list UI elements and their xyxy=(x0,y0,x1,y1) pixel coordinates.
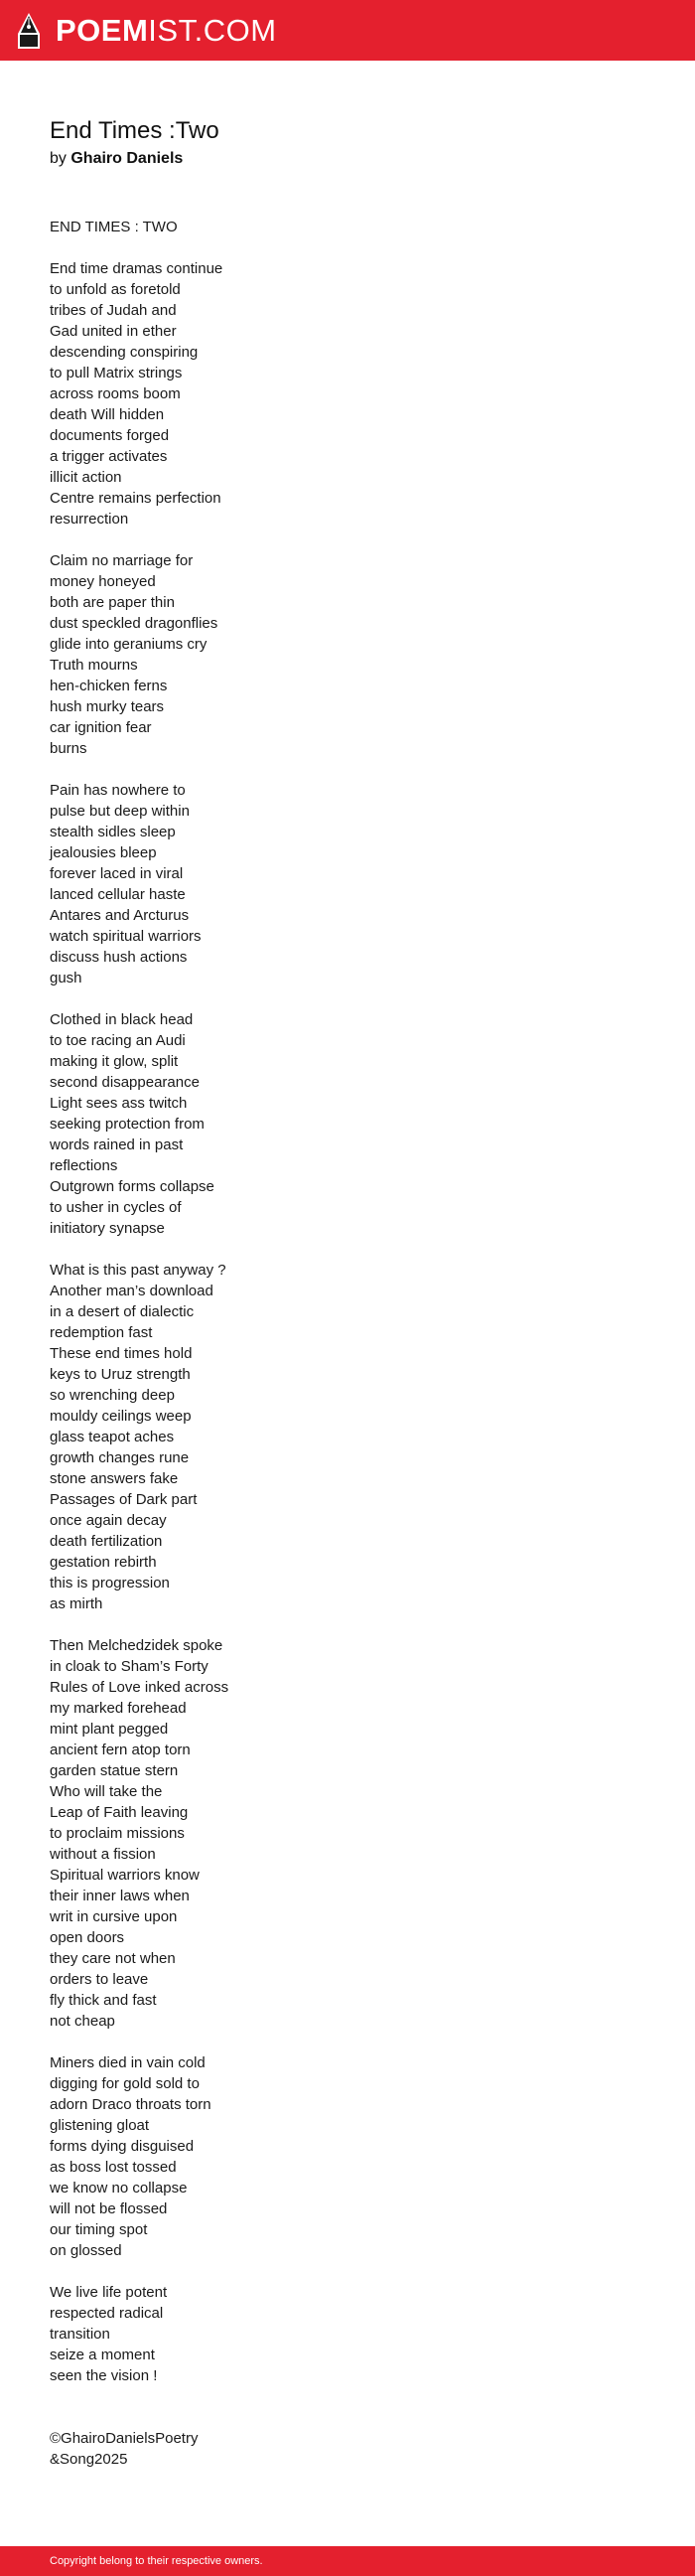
poem-line: keys to Uruz strength xyxy=(50,1366,191,1383)
poem-line: my marked forehead xyxy=(50,1700,187,1717)
poem-line: tribes of Judah and xyxy=(50,302,177,319)
poem-line: forever laced in viral xyxy=(50,865,184,882)
poem-line: Then Melchedzidek spoke xyxy=(50,1637,223,1654)
poem-line: not cheap xyxy=(50,2013,115,2030)
poem-line: Truth mourns xyxy=(50,657,138,674)
poem-line: stone answers fake xyxy=(50,1470,179,1487)
poem-body xyxy=(50,217,645,2470)
stanza-break xyxy=(50,2386,645,2407)
poem-line: to unfold as foretold xyxy=(50,281,181,298)
poem-line: mint plant pegged xyxy=(50,1721,169,1738)
poem-line: hush murky tears xyxy=(50,698,165,715)
stanza-break xyxy=(50,988,645,1009)
poem-line: respected radical xyxy=(50,2305,164,2322)
poem-line: These end times hold xyxy=(50,1345,193,1362)
poem-line: Gad united in ether xyxy=(50,323,177,340)
poem-line: our timing spot xyxy=(50,2221,148,2238)
poem-line: seeking protection from xyxy=(50,1116,205,1133)
poem-line: Miners died in vain cold xyxy=(50,2054,206,2071)
poem-line: to pull Matrix strings xyxy=(50,365,183,381)
poem-line: We live life potent xyxy=(50,2284,168,2301)
poem-line: words rained in past xyxy=(50,1136,184,1153)
poem-line: glide into geraniums cry xyxy=(50,636,208,653)
poem-line: fly thick and fast xyxy=(50,1992,157,2009)
poem-line: transition xyxy=(50,2326,110,2343)
poem-line: mouldy ceilings weep xyxy=(50,1408,192,1425)
byline-label: by xyxy=(50,150,67,167)
poem-line: stealth sidles sleep xyxy=(50,824,176,840)
poem-line: adorn Draco throats torn xyxy=(50,2096,211,2113)
poem-line: Claim no marriage for xyxy=(50,552,194,569)
poem-line: What is this past anyway ? xyxy=(50,1262,226,1279)
poem-line: pulse but deep within xyxy=(50,803,190,820)
stanza-break xyxy=(50,1614,645,1635)
poem-line: jealousies bleep xyxy=(50,844,157,861)
poem-line: death fertilization xyxy=(50,1533,163,1550)
poemist-logo[interactable] xyxy=(16,12,277,50)
poem-line: burns xyxy=(50,740,87,757)
logo-wordmark xyxy=(56,15,277,46)
poem-line: glass teapot aches xyxy=(50,1429,175,1445)
poem-line: &Song2025 xyxy=(50,2451,128,2468)
poem-line: this is progression xyxy=(50,1575,170,1591)
poem-line: to toe racing an Audi xyxy=(50,1032,186,1049)
poem-line: Clothed in black head xyxy=(50,1011,194,1028)
poem-line: glistening gloat xyxy=(50,2117,150,2134)
poem-line: in a desert of dialectic xyxy=(50,1303,195,1320)
poem-line: in cloak to Sham’s Forty xyxy=(50,1658,208,1675)
stanza-break xyxy=(50,237,645,258)
poem-line: seize a moment xyxy=(50,2347,155,2363)
logo-wordmark-light: IST.COM xyxy=(148,13,277,48)
author-name[interactable]: Ghairo Daniels xyxy=(70,150,184,167)
poem-line: Centre remains perfection xyxy=(50,490,221,507)
stanza-break xyxy=(50,2261,645,2282)
site-header xyxy=(0,0,695,61)
poem-line: Light sees ass twitch xyxy=(50,1095,188,1112)
poem-line: END TIMES : TWO xyxy=(50,219,178,235)
poem-line: money honeyed xyxy=(50,573,156,590)
poem-line: Another man’s download xyxy=(50,1283,213,1299)
copyright-notice: Copyright belong to their respective owners. xyxy=(50,2555,263,2567)
poem-line: open doors xyxy=(50,1929,125,1946)
poem-line: End time dramas continue xyxy=(50,260,223,277)
poem-line: growth changes rune xyxy=(50,1449,190,1466)
poem-line: car ignition fear xyxy=(50,719,152,736)
poem-line: initiatory synapse xyxy=(50,1220,165,1237)
poem-line: watch spiritual warriors xyxy=(50,928,202,945)
poem-line: Antares and Arcturus xyxy=(50,907,190,924)
poem-line: both are paper thin xyxy=(50,594,175,611)
poem-line: orders to leave xyxy=(50,1971,149,1988)
poem-line: reflections xyxy=(50,1157,118,1174)
stanza-break xyxy=(50,1239,645,1260)
stanza-break xyxy=(50,2407,645,2428)
poem-line: forms dying disguised xyxy=(50,2138,195,2155)
poem-line: hen-chicken ferns xyxy=(50,678,168,694)
poem-line: a trigger activates xyxy=(50,448,168,465)
byline xyxy=(50,149,645,169)
poem-line: second disappearance xyxy=(50,1074,200,1091)
stanza-break xyxy=(50,2032,645,2052)
poem-line: resurrection xyxy=(50,511,129,528)
poem-line: writ in cursive upon xyxy=(50,1908,178,1925)
poem-line: once again decay xyxy=(50,1512,167,1529)
poem-line: on glossed xyxy=(50,2242,122,2259)
poem-line: Who will take the xyxy=(50,1783,163,1800)
poem-line: Leap of Faith leaving xyxy=(50,1804,189,1821)
poem-line: gush xyxy=(50,970,82,986)
poem-line: across rooms boom xyxy=(50,385,181,402)
poem-line: as mirth xyxy=(50,1595,103,1612)
poem-line: so wrenching deep xyxy=(50,1387,175,1404)
poem-line: gestation rebirth xyxy=(50,1554,157,1571)
poem-line: to usher in cycles of xyxy=(50,1199,182,1216)
poem-line: redemption fast xyxy=(50,1324,153,1341)
poem-line: they care not when xyxy=(50,1950,176,1967)
poem-line: we know no collapse xyxy=(50,2180,188,2197)
logo-wordmark-bold: POEM xyxy=(56,13,149,48)
poem-line: death Will hidden xyxy=(50,406,165,423)
stanza-break xyxy=(50,759,645,780)
poem-line: to proclaim missions xyxy=(50,1825,185,1842)
poem-line: without a fission xyxy=(50,1846,156,1863)
poem-line: illicit action xyxy=(50,469,122,486)
poem-line: dust speckled dragonflies xyxy=(50,615,218,632)
poem-line: will not be flossed xyxy=(50,2200,168,2217)
poem-line: their inner laws when xyxy=(50,1888,190,1904)
poem-line: ©GhairoDanielsPoetry xyxy=(50,2430,199,2447)
poem-line: ancient fern atop torn xyxy=(50,1742,191,1758)
poem-line: discuss hush actions xyxy=(50,949,188,966)
poem-line: lanced cellular haste xyxy=(50,886,186,903)
poem-line: Passages of Dark part xyxy=(50,1491,198,1508)
poem-line: Pain has nowhere to xyxy=(50,782,186,799)
poem-line: making it glow, split xyxy=(50,1053,179,1070)
poem-line: seen the vision ! xyxy=(50,2367,158,2384)
poem-line: garden statue stern xyxy=(50,1762,179,1779)
pen-nib-icon xyxy=(16,12,42,50)
page-title: End Times :Two xyxy=(50,117,219,144)
stanza-break xyxy=(50,530,645,550)
poem-line: Spiritual warriors know xyxy=(50,1867,200,1884)
poem-line: Rules of Love inked across xyxy=(50,1679,229,1696)
poem-line: as boss lost tossed xyxy=(50,2159,177,2176)
poem-line: digging for gold sold to xyxy=(50,2075,200,2092)
poem-line: descending conspiring xyxy=(50,344,199,361)
poem-line: documents forged xyxy=(50,427,170,444)
site-footer xyxy=(0,2546,695,2576)
poem-line: Outgrown forms collapse xyxy=(50,1178,214,1195)
poem-content xyxy=(50,113,645,2468)
